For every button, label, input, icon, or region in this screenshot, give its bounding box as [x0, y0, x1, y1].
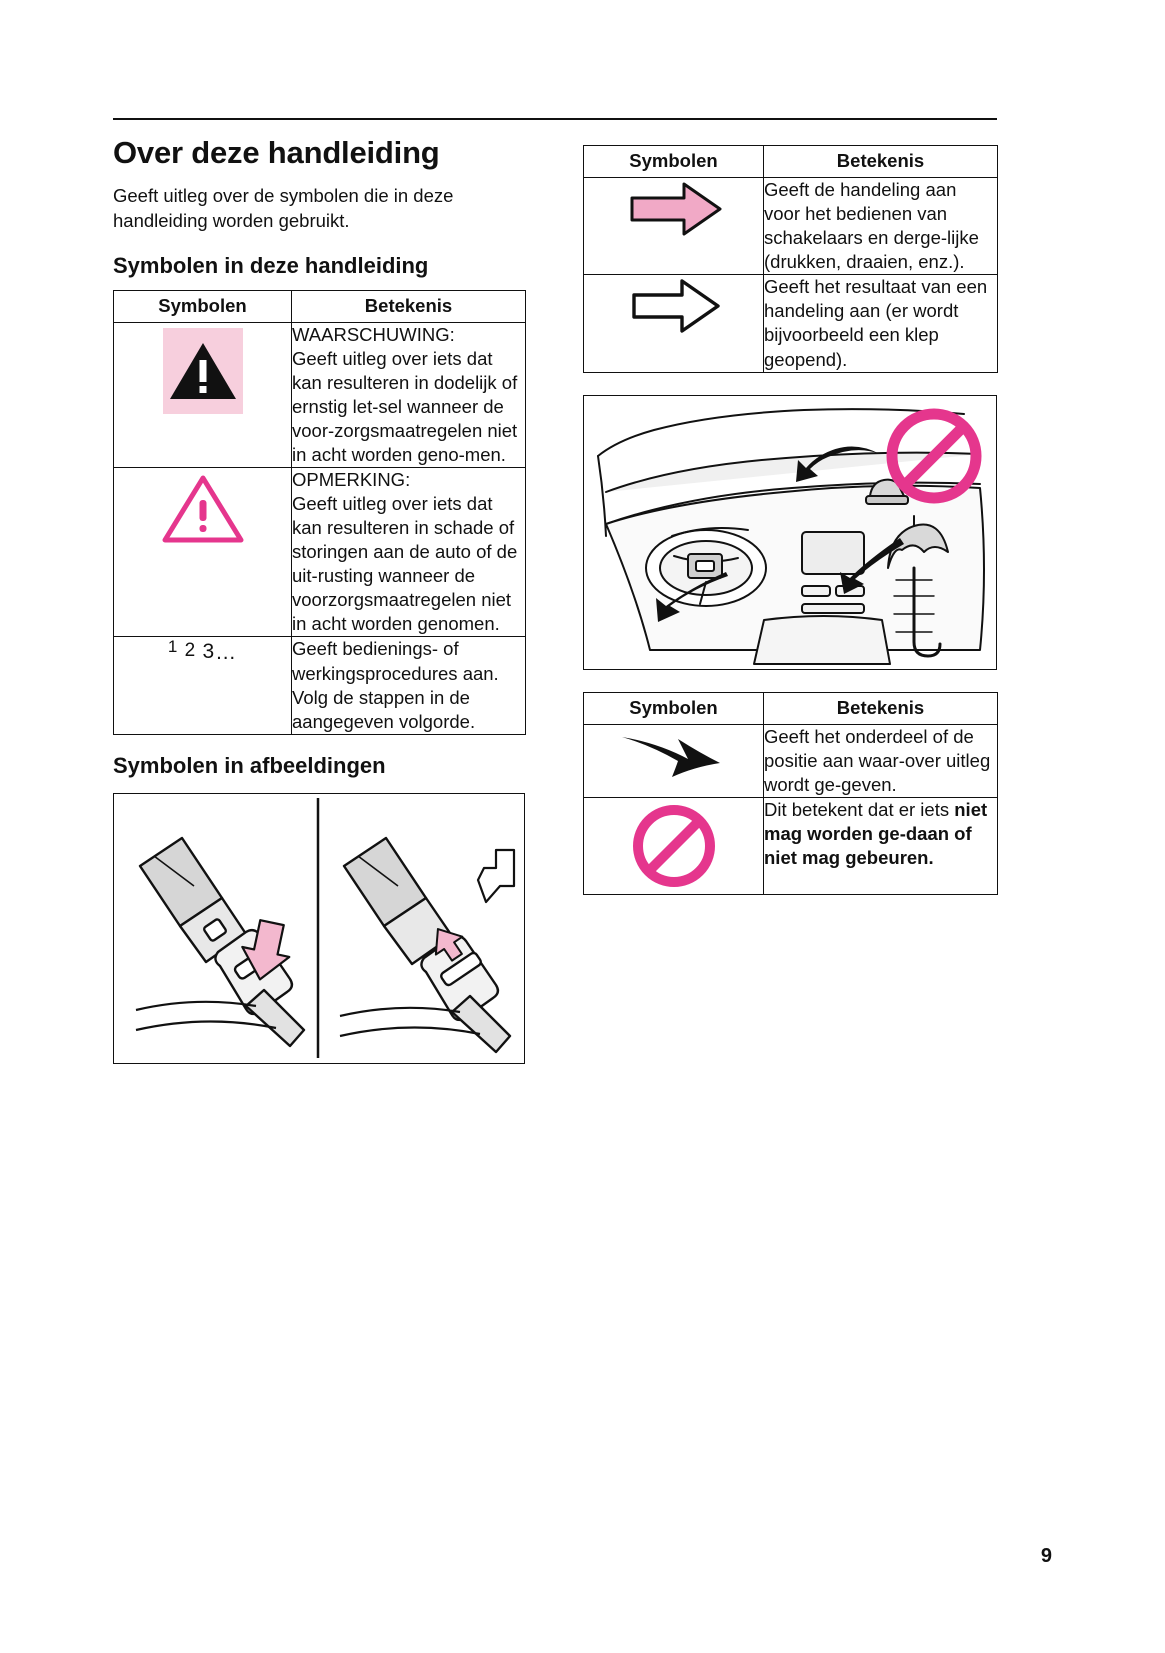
- caution-triangle-pink-outline-icon: [114, 468, 292, 637]
- table-header-row: [584, 146, 998, 178]
- page-title: Over deze handleiding: [113, 135, 440, 170]
- cell-prohibition-text: [764, 797, 998, 894]
- header-rule: [113, 118, 997, 120]
- table-row: [114, 637, 526, 734]
- numbered-steps-icon: [114, 637, 292, 734]
- warning-triangle-black-on-pink-icon: [114, 322, 292, 467]
- column-header-symbols: Symbolen: [114, 290, 292, 322]
- cell-steps-text: Geeft bedienings- of werkingsprocedures aan. Volg de stappen in de aangegeven volgorde.: [292, 637, 526, 734]
- cell-pointer-text: Geeft het onderdeel of de positie aan waar‑over uitleg wordt ge‑geven.: [764, 724, 998, 797]
- prohibition-text-bold: niet mag worden ge‑daan of niet mag gebeuren.: [764, 798, 988, 868]
- numbered-steps-label: 1 2 3…: [167, 637, 238, 665]
- cell-result-text: Geeft het resultaat van een handeling aan (er wordt bijvoorbeeld een klep geopend).: [764, 275, 998, 372]
- filled-pink-arrow-icon: [584, 178, 764, 275]
- seat-belt-buckle-illustration: [113, 793, 525, 1064]
- cell-warning-text: WAARSCHUWING: Geeft uitleg over iets dat kan resulteren in dodelijk of ernstig let‑sel wanneer de voor‑zorgsmaatregelen niet in acht worden geno‑men.: [292, 322, 526, 467]
- cell-note-text: OPMERKING: Geeft uitleg over iets dat kan resulteren in schade of storingen aan de auto of de uit‑rusting wanneer de voorzorgsmaatregelen niet in acht worden genomen.: [292, 468, 526, 637]
- cell-action-text: Geeft de handeling aan voor het bedienen van schakelaars en derge‑lijke (drukken, draaien, enz.).: [764, 178, 998, 275]
- intro-paragraph: Geeft uitleg over de symbolen die in deze handleiding worden gebruikt.: [113, 185, 454, 231]
- column-header-meaning: Betekenis: [764, 146, 998, 178]
- symbols-table-left: [113, 290, 526, 735]
- symbols-table-right-top: [583, 145, 998, 373]
- table-row: [114, 322, 526, 467]
- white-up-arrow-icon: [478, 850, 514, 902]
- column-header-symbols: Symbolen: [584, 692, 764, 724]
- table-header-row: [114, 290, 526, 322]
- table-row: [584, 797, 998, 894]
- column-header-meaning: Betekenis: [764, 692, 998, 724]
- table-row: [584, 724, 998, 797]
- table-row: [114, 468, 526, 637]
- prohibition-text-plain: Dit betekent dat er iets: [764, 798, 955, 820]
- outline-arrow-icon: [584, 275, 764, 372]
- section-heading-symbols-in-manual: Symbolen in deze handleiding: [113, 253, 429, 279]
- table-row: [584, 178, 998, 275]
- prohibition-circle-icon: [584, 797, 764, 894]
- left-column: [113, 136, 525, 1064]
- table-row: [584, 275, 998, 372]
- table-header-row: [584, 692, 998, 724]
- symbols-table-right-bottom: [583, 692, 998, 895]
- right-column: [583, 145, 997, 895]
- dashboard-prohibited-items-illustration: [583, 395, 997, 670]
- column-header-symbols: Symbolen: [584, 146, 764, 178]
- section-heading-symbols-in-figures: Symbolen in afbeeldingen: [113, 752, 386, 778]
- curved-pointer-arrow-icon: [584, 724, 764, 797]
- page-number: 9: [1040, 1545, 1052, 1567]
- column-header-meaning: Betekenis: [292, 290, 526, 322]
